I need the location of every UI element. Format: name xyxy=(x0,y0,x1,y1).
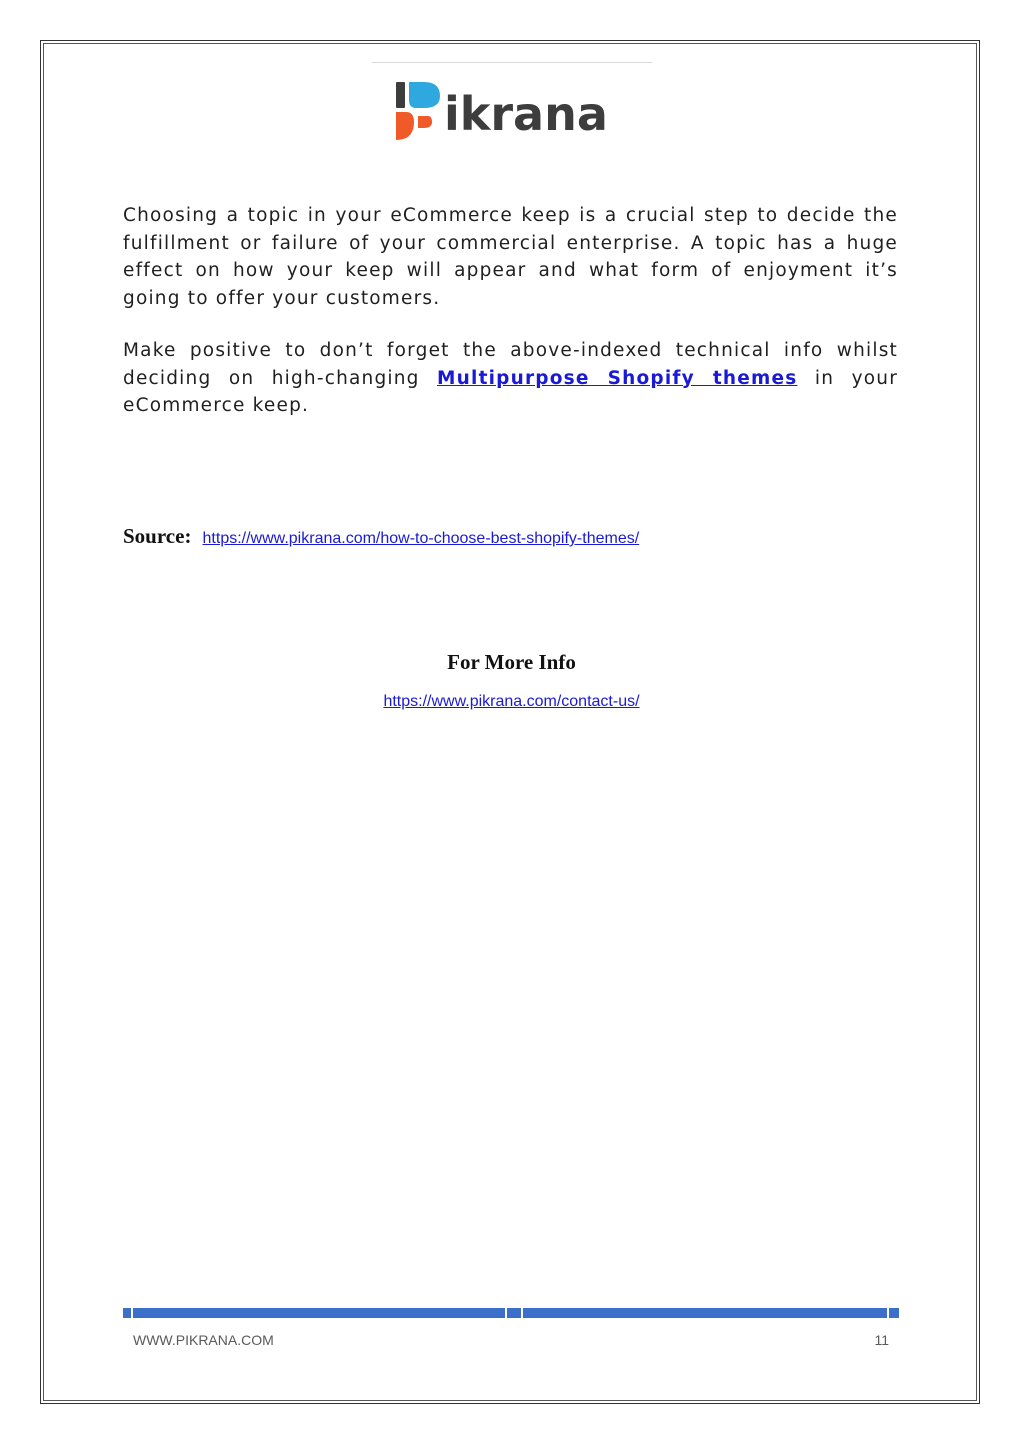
multipurpose-shopify-themes-link[interactable]: Multipurpose Shopify themes xyxy=(437,367,798,389)
body-paragraph-2 xyxy=(123,337,898,420)
contact-us-link[interactable]: https://www.pikrana.com/contact-us/ xyxy=(383,693,640,710)
paragraph-2-text-after: in your eCommerce keep. xyxy=(123,367,899,416)
source-label: Source: xyxy=(123,524,192,548)
header-rule xyxy=(372,62,652,63)
footer-site: WWW.PIKRANA.COM xyxy=(133,1332,274,1348)
footer-bar-notch xyxy=(887,1308,889,1318)
footer-bar-notch xyxy=(131,1308,133,1318)
source-link[interactable]: https://www.pikrana.com/how-to-choose-best-shopify-themes/ xyxy=(202,530,640,547)
footer-bar xyxy=(123,1308,899,1318)
footer-bar-notch xyxy=(521,1308,523,1318)
paragraph-2-text-before: Make positive to don’t forget the above-indexed technical info whilst deciding on high-changing xyxy=(123,340,898,389)
logo-mark-icon xyxy=(394,78,446,144)
pikrana-logo xyxy=(394,74,639,146)
source-line xyxy=(123,524,639,549)
footer-page-number: 11 xyxy=(874,1332,889,1348)
body-paragraph-1: Choosing a topic in your eCommerce keep is a crucial step to decide the fulfillment or failure of your commercial enterprise. A topic has a huge effect on how your keep will appear and what form of enjoyment it’s going to offer your customers. xyxy=(123,205,898,309)
logo-wordmark: ikrana xyxy=(444,87,608,141)
more-info-title: For More Info xyxy=(447,650,576,674)
footer-bar-notch xyxy=(505,1308,507,1318)
